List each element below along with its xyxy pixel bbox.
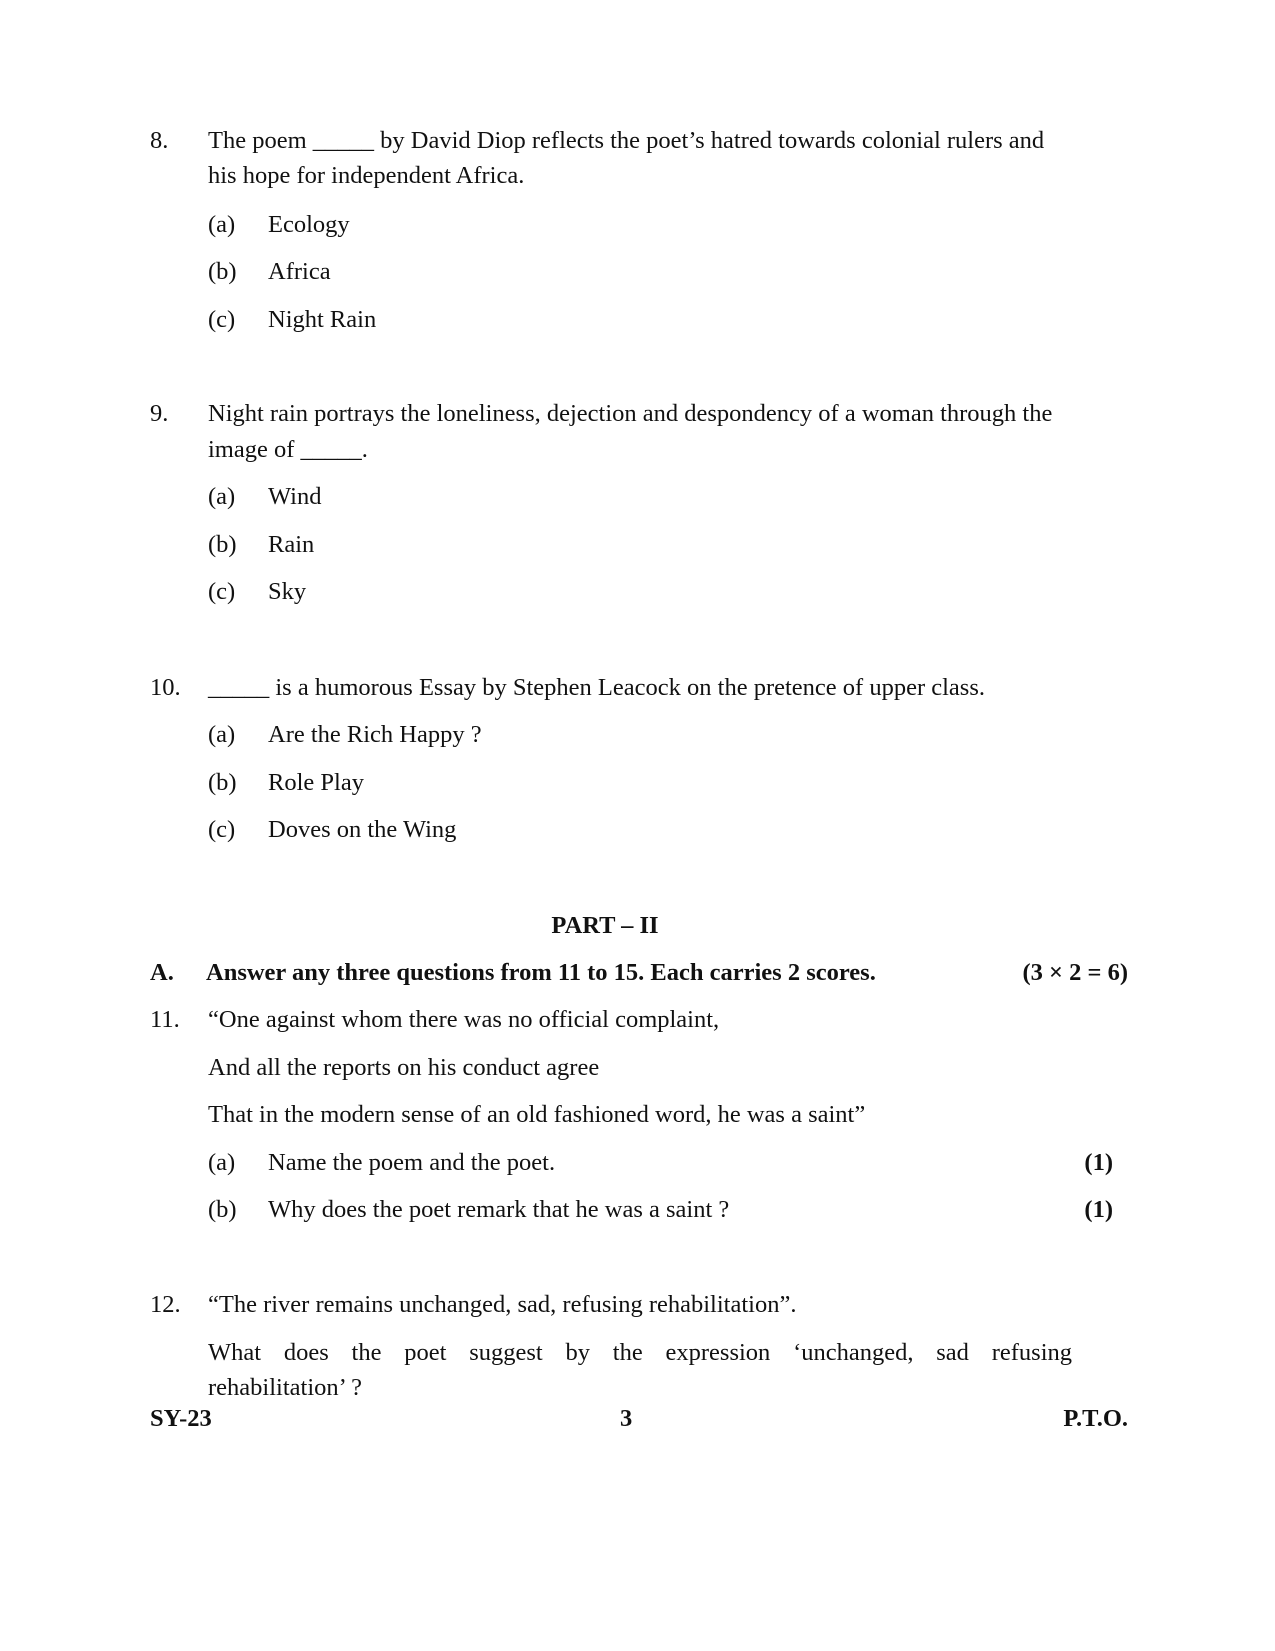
question-11-sub-a-label: (a): [208, 1149, 236, 1176]
footer-pto: P.T.O.: [1063, 1405, 1128, 1432]
question-11-sub-a-text: Name the poem and the poet.: [268, 1149, 556, 1176]
question-9-number: 9.: [150, 400, 169, 427]
question-8-text-line2: his hope for independent Africa.: [208, 162, 525, 189]
question-10-option-b-text: Role Play: [268, 769, 364, 796]
question-8-option-b-label: (b): [208, 258, 237, 285]
question-12-text-line2: rehabilitation’ ?: [208, 1374, 362, 1401]
question-10-option-a-text: Are the Rich Happy ?: [268, 721, 482, 748]
footer-page-number: 3: [620, 1405, 633, 1432]
question-9-option-c-text: Sky: [268, 578, 307, 605]
question-9-option-a-label: (a): [208, 483, 236, 510]
question-10-number: 10.: [150, 674, 181, 701]
footer-paper-code: SY-23: [150, 1405, 212, 1432]
question-11-number: 11.: [150, 1006, 180, 1033]
question-8-option-a-label: (a): [208, 211, 236, 238]
question-8-option-b-text: Africa: [268, 258, 331, 285]
section-score: (3 × 2 = 6): [1022, 959, 1128, 986]
question-8-text-line1: The poem _____ by David Diop reflects the poet’s hatred towards colonial rulers and: [208, 127, 1045, 154]
question-9-option-a-text: Wind: [268, 483, 322, 510]
question-9-option-c-label: (c): [208, 578, 236, 605]
question-8-option-c-label: (c): [208, 306, 236, 333]
question-12-quote: “The river remains unchanged, sad, refusing rehabilitation”.: [208, 1291, 797, 1318]
question-11-sub-b-mark: (1): [1084, 1196, 1113, 1223]
question-9-text-line2: image of _____.: [208, 436, 368, 463]
part-heading: PART – II: [551, 912, 659, 939]
question-8-number: 8.: [150, 127, 169, 154]
question-10-option-b-label: (b): [208, 769, 237, 796]
question-8-option-c-text: Night Rain: [268, 306, 377, 333]
section-label: A.: [150, 959, 174, 986]
question-8-option-a-text: Ecology: [268, 211, 350, 238]
question-11-quote-line1: “One against whom there was no official complaint,: [208, 1006, 720, 1033]
question-10-option-c-label: (c): [208, 816, 236, 843]
question-11-sub-a-mark: (1): [1084, 1149, 1113, 1176]
question-11-quote-line2: And all the reports on his conduct agree: [208, 1054, 600, 1081]
question-9-option-b-label: (b): [208, 531, 237, 558]
question-11-quote-line3: That in the modern sense of an old fashioned word, he was a saint”: [208, 1101, 866, 1128]
question-9-text-line1: Night rain portrays the loneliness, dejection and despondency of a woman through the: [208, 400, 1053, 427]
section-instruction: Answer any three questions from 11 to 15. Each carries 2 scores.: [206, 959, 876, 986]
question-10-text: _____ is a humorous Essay by Stephen Leacock on the pretence of upper class.: [208, 674, 985, 701]
question-12-text-line1: What does the poet suggest by the expression ‘unchanged, sad refusing: [208, 1339, 1072, 1366]
question-12-number: 12.: [150, 1291, 181, 1318]
question-10-option-c-text: Doves on the Wing: [268, 816, 457, 843]
question-11-sub-b-label: (b): [208, 1196, 237, 1223]
question-11-sub-b-text: Why does the poet remark that he was a saint ?: [268, 1196, 730, 1223]
question-9-option-b-text: Rain: [268, 531, 315, 558]
question-10-option-a-label: (a): [208, 721, 236, 748]
